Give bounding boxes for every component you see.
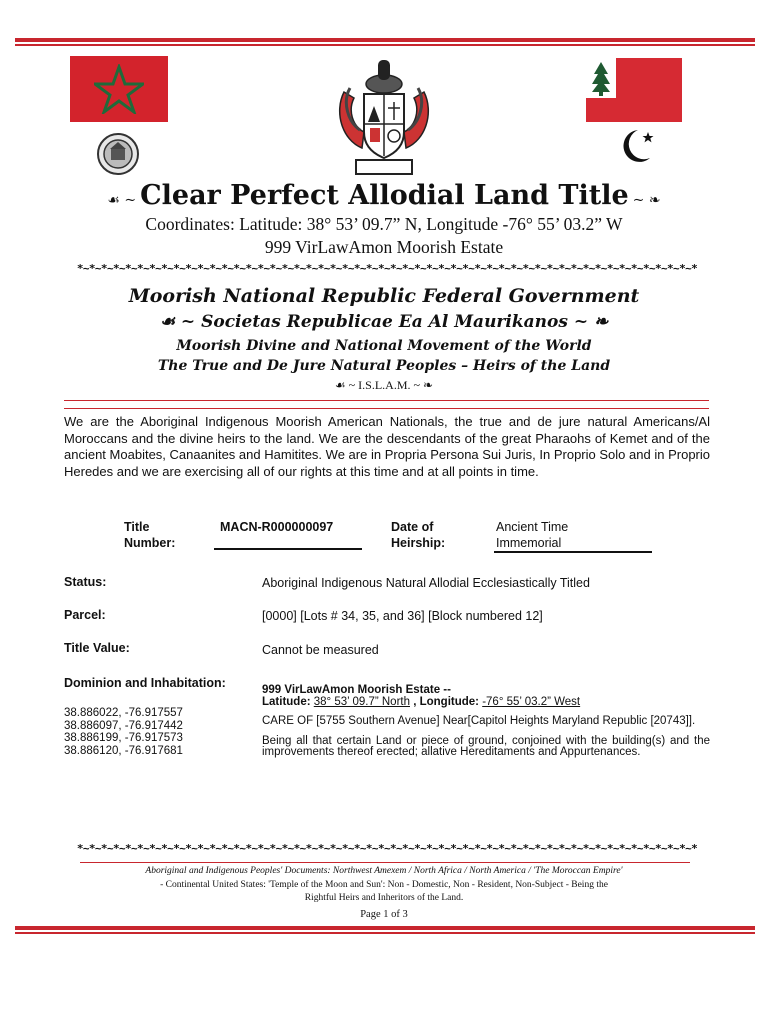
title-value-label: Title Value: (64, 641, 130, 655)
tree-flag-icon (586, 58, 682, 122)
ornament-right: ~ ❧ (632, 192, 661, 209)
coordinate-list (64, 707, 183, 757)
movement-name: Moorish Divine and National Movement of the World (176, 338, 592, 354)
title-value-value: Cannot be measured (262, 643, 379, 657)
longitude-label: Longitude: (419, 695, 479, 708)
document-title (0, 180, 768, 211)
footer-line-2: - Continental United States: 'Temple of the Moon and Sun': Non - Domestic, Non - Resident, Non-Subject - Being the (160, 880, 608, 890)
coordinate-item: 38.886022, -76.917557 (64, 707, 183, 719)
peoples-name: The True and De Jure Natural Peoples – Heirs of the Land (157, 358, 611, 374)
status-label: Status: (64, 575, 107, 589)
ornament-left: ☙ ~ (107, 192, 137, 209)
latitude-label: Latitude: (262, 695, 311, 708)
estate-line: 999 VirLawAmon Moorish Estate -- (262, 684, 451, 696)
declaration-paragraph: We are the Aboriginal Indigenous Moorish American Nationals, the true and de jure natural Americans/Al Moroccans and the divine heirs to the land. We are the descendants of the great Pharaohs of Kemet and of the ancient Moabites, Canaanites and Hamitites. We are in Propria Persona Sui Juris, In Proprio Solo and in Proprio Heredes and we are exercising all of our rights at this time and at all points in time. (64, 414, 710, 479)
coordinates-line: Coordinates: Latitude: 38° 53’ 09.7” N, Longitude -76° 55’ 03.2” W (145, 214, 623, 234)
title-number-value: MACN-R000000097 (220, 520, 334, 534)
divider-line (64, 408, 709, 409)
heirship-value: Ancient Time Immemorial (496, 520, 569, 550)
islam-line: ☙ ~ I.S.L.A.M. ~ ❧ (334, 378, 434, 392)
government-name: Moorish National Republic Federal Government (128, 285, 640, 307)
page-number: Page 1 of 3 (360, 909, 408, 920)
divider-line (80, 862, 690, 863)
morocco-flag-icon (70, 56, 168, 122)
crescent-star-icon (614, 126, 660, 171)
title-number-underline (214, 548, 362, 550)
heirship-underline (494, 551, 652, 553)
latitude-value: 38° 53’ 09.7” North (313, 695, 410, 708)
land-description: Being all that certain Land or piece of ground, conjoined with the building(s) and the improvements thereof erected; allative Hereditaments and Appurtenances. (262, 734, 710, 758)
coat-of-arms-icon (334, 52, 434, 181)
divider-line (64, 400, 709, 401)
seal-icon (96, 132, 140, 181)
longitude-value: -76° 55’ 03.2” West (482, 695, 581, 708)
title-number-label: Title Number: (124, 520, 176, 550)
decorative-starline: *~*~*~*~*~*~*~*~*~*~*~*~*~*~*~*~*~*~*~*~*~*~*~*~*~*~*~*~*~*~*~*~*~*~*~*~*~*~*~*~*~*~*~*~*~*~*~*~*~*~*~* (76, 842, 698, 855)
parcel-label: Parcel: (64, 608, 106, 622)
bottom-red-border (15, 926, 755, 934)
societas-name: ☙ ~ Societas Republicae Ea Al Maurikanos ~ ❧ (159, 312, 609, 332)
dominion-detail: 999 VirLawAmon Moorish Estate -- Latitude: 38° 53’ 09.7” North , Longitude: -76° 55’ 03.2” West CARE OF [5755 Southern Avenue] Near[Capitol Heights Maryland Republic [20743]]. Being all that certain Land or piece of ground, conjoined with the building(s) and the improvements thereof erected; allative Hereditaments and Appurtenances. (262, 684, 710, 758)
top-red-border (15, 38, 755, 46)
heirship-label: Date of Heirship: (391, 520, 446, 550)
footer-line-1: Aboriginal and Indigenous Peoples' Documents: Northwest Amexem / North Africa / North America / 'The Moroccan Empire' (145, 866, 623, 876)
decorative-starline: *~*~*~*~*~*~*~*~*~*~*~*~*~*~*~*~*~*~*~*~*~*~*~*~*~*~*~*~*~*~*~*~*~*~*~*~*~*~*~*~*~*~*~*~*~*~*~*~*~*~*~* (76, 262, 698, 275)
status-value: Aboriginal Indigenous Natural Allodial Ecclesiastically Titled (262, 576, 590, 590)
coordinate-item: 38.886199, -76.917573 (64, 732, 183, 744)
care-of-address: CARE OF [5755 Southern Avenue] Near[Capitol Heights Maryland Republic [20743]]. (262, 715, 696, 727)
title-text: Clear Perfect Allodial Land Title (140, 180, 629, 211)
parcel-value: [0000] [Lots # 34, 35, and 36] [Block numbered 12] (262, 609, 543, 623)
estate-name: 999 VirLawAmon Moorish Estate (264, 237, 504, 257)
coordinate-item: 38.886120, -76.917681 (64, 744, 183, 757)
coordinate-item: 38.886097, -76.917442 (64, 719, 183, 732)
footer-line-3: Rightful Heirs and Inheritors of the Land. (304, 893, 464, 903)
dominion-label: Dominion and Inhabitation: (64, 676, 226, 690)
